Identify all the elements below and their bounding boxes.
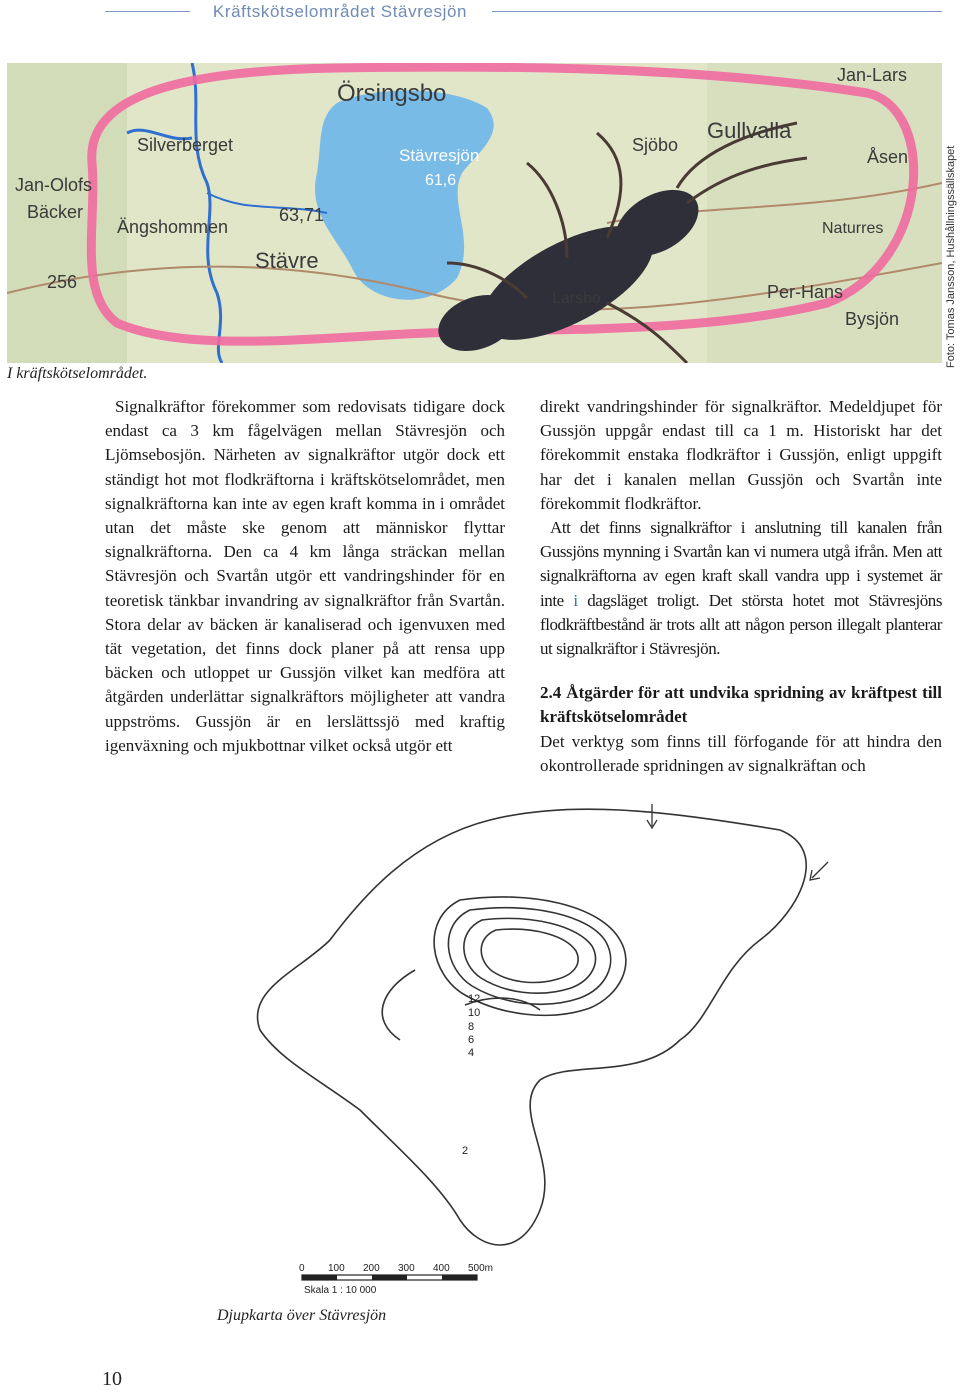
page-number: 10 <box>102 1368 122 1390</box>
scale-tick-200: 200 <box>363 1263 380 1274</box>
contour-label-4: 4 <box>468 1047 475 1059</box>
contour-label-2: 2 <box>462 1145 469 1157</box>
scale-tick-500m: 500m <box>468 1263 494 1274</box>
contour-label-12: 12 <box>468 993 481 1005</box>
section-heading: 2.4 Åtgärder för att undvika spridning av kräftpest till kräftskötselområdet <box>540 683 942 727</box>
left-paragraph-1: Signalkräftor förekommer som redovisats tidigare dock endast ca 3 km fågelvägen mellan Stävresjön och Ljömsebosjön. Närheten av signalkräftor utgör dock ett ständigt hot mot flodkräftorna i kräftskötselområdet, men signalkräftorna kan inte av egen kraft komma in i området utan det måste ske genom att människor flyttar signalkräftorna. Den ca 4 km långa sträckan mellan Stävresjön och Svartån utgör ett vandringshinder för en teoretisk tänkbar invandring av signalkräftor från Svartån. Stora delar av bäcken är kanaliserad och igenvuxen med tät vegetation, det finns dock planer på att rensa upp bäcken och utloppet ur Gussjön vilket kan medföra att åtgärden underlättar signalkräftors möjligheter att vandra uppströms. Gussjön är en lerslättssjö med kraftig igenväxning och mjukbottnar vilket också utgör ett <box>105 397 505 755</box>
map-label-per-hans: Per-Hans <box>767 282 844 302</box>
map-label-naturres: Naturres <box>822 220 884 237</box>
left-column <box>105 395 505 758</box>
map-label-asen: Åsen <box>867 147 909 167</box>
map-caption: Djupkarta över Stävresjön <box>217 1307 387 1324</box>
right-paragraph-2: Att det finns signalkräftor i anslutning till kanalen från Gussjöns mynning i Svartån kan vi numera utgå ifrån. Men att signalkräftorna av egen kraft skall vandra upp i systemet är inte i dagsläget troligt. Det största hotet mot Stävresjöns flodkräftbestånd är trots allt att någon person illegalt planterar ut signalkräftor i Stävresjön. <box>540 518 942 659</box>
contour-label-10: 10 <box>468 1007 481 1019</box>
map-label-silverberget: Silverberget <box>137 135 234 155</box>
header-rule-right <box>492 11 942 12</box>
photo-credit: Foto: Tomas Jansson, Hushållningssällskapet <box>945 145 957 368</box>
map-label-stavre: Stävre <box>255 248 319 273</box>
scale-tick-400: 400 <box>433 1263 450 1274</box>
running-header: Kräftskötselområdet Stävresjön <box>212 2 468 21</box>
contour-label-8: 8 <box>468 1021 475 1033</box>
map-label-backer: Bäcker <box>27 202 84 222</box>
scale-tick-0: 0 <box>299 1263 305 1274</box>
photo-caption: I kräftskötselområdet. <box>7 365 148 382</box>
map-label-jan-olofs: Jan-Olofs <box>15 175 93 195</box>
scale-bar <box>299 1263 493 1296</box>
header-rule-left <box>105 11 190 12</box>
right-paragraph-3: Det verktyg som finns till förfogande för att hindra den okontrollerade spridningen av signalkräftan och <box>540 731 942 775</box>
map-label-larsbo: Larsbo <box>552 290 601 307</box>
map-label-elevation: 63,71 <box>279 205 325 225</box>
depth-map <box>240 790 860 1300</box>
contour-label-6: 6 <box>468 1034 475 1046</box>
scale-tick-100: 100 <box>328 1263 345 1274</box>
scale-tick-300: 300 <box>398 1263 415 1274</box>
map-label-sjobo: Sjöbo <box>632 135 679 155</box>
scale-text: Skala 1 : 10 000 <box>304 1285 377 1296</box>
highlighted-letter: i <box>573 590 578 610</box>
map-label-stavresjon: Stävresjön <box>399 146 480 165</box>
map-label-angshommen: Ängshommen <box>117 217 229 237</box>
map-label-bysjon: Bysjön <box>845 309 900 329</box>
crayfish-map-photo <box>7 63 942 363</box>
right-paragraph-1: direkt vandringshinder för signalkräftor. Medeldjupet för Gussjön uppgår endast till ca 1 m. Historiskt har det förekommit enstaka flodkräftor i Gussjön, enligt uppgift har det i kanalen mellan Gussjön och Svartån inte förekommit flodkräftor. <box>540 397 942 513</box>
right-column <box>540 395 942 778</box>
map-label-gullvalla: Gullvalla <box>707 118 792 143</box>
map-label-road-256: 256 <box>47 272 78 292</box>
map-label-jan-lars: Jan-Lars <box>837 65 908 85</box>
map-label-orsingsbo: Örsingsbo <box>337 80 447 107</box>
map-label-lake-level: 61,6 <box>425 172 457 189</box>
